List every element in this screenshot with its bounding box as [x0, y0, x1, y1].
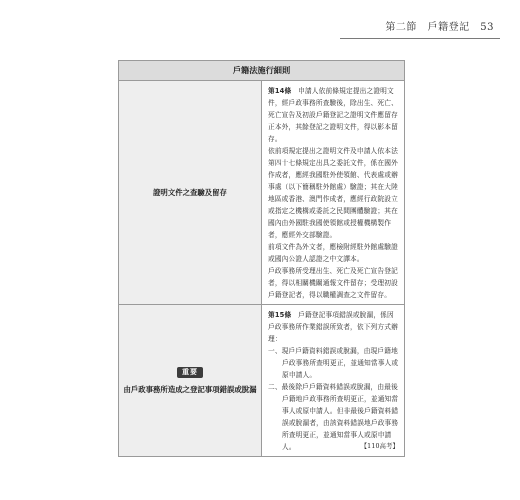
- list-item: [268, 381, 399, 453]
- paragraph-text: 戶籍登記事項錯誤或脫漏，係因戶政事務所作業錯誤所致者，依下列方式辦理：: [268, 311, 398, 343]
- list-item-text: 二、最後除戶戶籍資料錯誤或脫漏，由最後戶籍地戶政事務所查明更正，並通知當事人或原申請人。但非最後戶籍資料錯誤或脫漏者，由該資料錯誤地戶政事務所查明更正，並通知當事人或原申請人。: [268, 383, 399, 451]
- regulation-table: [118, 60, 405, 457]
- table-title: 戶籍法施行細則: [119, 61, 405, 81]
- article-paragraph: [268, 309, 399, 345]
- header-rule: [340, 38, 500, 39]
- paragraph-text: 前項文件為外文者，應檢附經駐外館處驗證或國內公證人認證之中文譯本。: [268, 243, 398, 263]
- article-number: 第15條: [268, 311, 292, 319]
- chapter-label: 第二節: [385, 22, 417, 33]
- paragraph-text: 戶政事務所受理出生、死亡及死亡宣告登記者，得以相關機關通報文件留存；受理初設戶籍登記者，得以職權調查之文件留存。: [268, 267, 398, 299]
- article-number: 第14條: [268, 87, 292, 95]
- article-paragraph: [268, 85, 399, 145]
- row-content-cell: [262, 81, 405, 305]
- important-badge: 重要: [177, 367, 203, 378]
- table-row: [119, 81, 405, 305]
- exam-tag: 【110高考】: [360, 443, 399, 450]
- row-label-cell: [119, 81, 262, 305]
- row-label: 證明文件之查驗及留存: [153, 188, 227, 197]
- running-head: [378, 18, 494, 33]
- row-content-cell: [262, 305, 405, 457]
- row-label: 由戶政事務所造成之登記事項錯誤或脫漏: [123, 385, 257, 394]
- page-number: 53: [480, 22, 494, 33]
- table-row: [119, 305, 405, 457]
- paragraph-text: 申請人依前條規定提出之證明文件，經戶政事務所查驗後，除出生、死亡、死亡宣告及初設戶籍登記之證明文件應留存正本外，其餘登記之證明文件，得以影本留存。: [268, 87, 398, 143]
- list-item: 一、現戶戶籍資料錯誤或脫漏，由現戶籍地戶政事務所查明更正，並通知當事人或原申請人。: [268, 347, 399, 379]
- row-label-cell: [119, 305, 262, 457]
- paragraph-text: 依前項規定提出之證明文件及申請人依本法第四十七條規定出具之委託文件，係在國外作成者，應經我國駐外使領館、代表處或辦事處（以下簡稱駐外館處）驗證；其在大陸地區或香港、澳門作成者，應經行政院設立或指定之機構或委託之民間團體驗證；其在國內由外國駐我國使領館或授權機構製作者，應經外交部驗證。: [268, 147, 398, 239]
- section-label: 戶籍登記: [427, 22, 470, 33]
